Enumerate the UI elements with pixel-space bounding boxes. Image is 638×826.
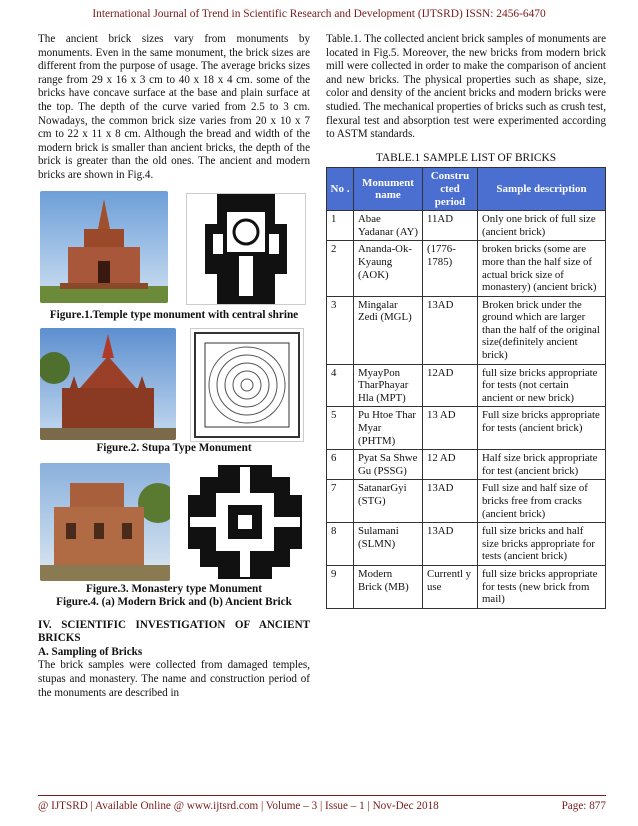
cell-description: Full size and half size of bricks free from cracks (ancient brick) bbox=[478, 480, 606, 523]
table-row bbox=[327, 407, 606, 450]
cell-monument: MyayPon TharPhayar Hla (MPT) bbox=[354, 364, 423, 407]
cell-description: Half size brick appropriate for test (ancient brick) bbox=[478, 450, 606, 480]
temple-photo bbox=[40, 191, 168, 303]
table-row bbox=[327, 450, 606, 480]
header-constructed-period: Constru cted period bbox=[423, 168, 478, 211]
cell-period: 12 AD bbox=[423, 450, 478, 480]
subsection-heading: A. Sampling of Bricks bbox=[38, 645, 143, 658]
cell-period: 13AD bbox=[423, 296, 478, 364]
table-row bbox=[327, 211, 606, 241]
cell-description: Broken brick under the ground which are larger than the half of the original size(definitely ancient brick) bbox=[478, 296, 606, 364]
table-caption: TABLE.1 SAMPLE LIST OF BRICKS bbox=[375, 151, 557, 164]
monastery-floor-plan bbox=[188, 465, 302, 579]
cell-monument: Abae Yadanar (AY) bbox=[354, 211, 423, 241]
cell-no: 1 bbox=[327, 211, 354, 241]
cell-period: 11AD bbox=[423, 211, 478, 241]
figure-3-caption: Figure.3. Monastery type Monument bbox=[86, 582, 262, 595]
table-body bbox=[327, 211, 606, 609]
header-no: No . bbox=[327, 168, 354, 211]
cell-period: 13AD bbox=[423, 523, 478, 566]
temple-floor-plan bbox=[186, 193, 306, 305]
cell-description: Full size bricks appropriate for tests (ancient brick) bbox=[478, 407, 606, 450]
cell-no: 6 bbox=[327, 450, 354, 480]
cell-no: 8 bbox=[327, 523, 354, 566]
figure-3 bbox=[38, 463, 310, 583]
figure-4-caption: Figure.4. (a) Modern Brick and (b) Ancient Brick bbox=[56, 595, 292, 608]
cell-no: 2 bbox=[327, 241, 354, 296]
monastery-photo bbox=[40, 463, 170, 581]
figure-1-caption: Figure.1.Temple type monument with central shrine bbox=[49, 308, 299, 321]
cell-description: full size bricks and half size bricks appropriate for tests (ancient brick) bbox=[478, 523, 606, 566]
table-row bbox=[327, 364, 606, 407]
cell-monument: Sulamani (SLMN) bbox=[354, 523, 423, 566]
cell-no: 4 bbox=[327, 364, 354, 407]
cell-no: 3 bbox=[327, 296, 354, 364]
page-footer bbox=[38, 800, 606, 812]
cell-monument: SatanarGyi (STG) bbox=[354, 480, 423, 523]
header-monument-name: Monument name bbox=[354, 168, 423, 211]
table-intro-paragraph: Table.1. The collected ancient brick samples of monuments are located in Fig.5. Moreover, the new bricks from modern brick mill were collected in order to make the comparison of ancient and new bricks. The physical properties such as shape, size, color and density of the ancient bricks and modern bricks were studied. The mechanical properties of bricks such as crush test, flexural test and absorption test were experimented according to ASTM standards. bbox=[326, 33, 606, 141]
brick-size-paragraph: The ancient brick sizes vary from monuments by monuments. Even in the same monument, the brick sizes are different from the purpose of usage. The average bricks sizes range from 29 x 16 x 3 cm to 40 x 18 x 4 cm. some of the bricks have concave surface at the base and plain surface at the top. The depth of the curve varied from 2.5 to 3 cm. Nowadays, the common brick size varies from 20 x 10 x 7 cm to 22 x 11 x 8 cm. Although the bread and width of the modern brick is smaller than ancient bricks, the depth of the brick is greater than the old ones. The ancient and modern bricks are shown in Fig.4. bbox=[38, 33, 310, 181]
footer-citation: @ IJTSRD | Available Online @ www.ijtsrd.com | Volume – 3 | Issue – 1 | Nov-Dec 2018 bbox=[38, 800, 439, 812]
cell-monument: Modern Brick (MB) bbox=[354, 565, 423, 608]
cell-description: broken bricks (some are more than the half size of actual brick size of monastery) (ancient brick) bbox=[478, 241, 606, 296]
table-row bbox=[327, 565, 606, 608]
cell-description: Only one brick of full size (ancient brick) bbox=[478, 211, 606, 241]
figure-1 bbox=[38, 191, 310, 307]
section-heading: IV. SCIENTIFIC INVESTIGATION OF ANCIENT BRICKS bbox=[38, 618, 310, 645]
table-row bbox=[327, 241, 606, 296]
cell-period: 13AD bbox=[423, 480, 478, 523]
cell-period: 12AD bbox=[423, 364, 478, 407]
table-header-row bbox=[327, 168, 606, 211]
cell-period: (1776-1785) bbox=[423, 241, 478, 296]
cell-monument: Pu Htoe Thar Myar (PHTM) bbox=[354, 407, 423, 450]
cell-monument: Pyat Sa Shwe Gu (PSSG) bbox=[354, 450, 423, 480]
table-row bbox=[327, 523, 606, 566]
figure-2-caption: Figure.2. Stupa Type Monument bbox=[96, 441, 252, 454]
cell-no: 5 bbox=[327, 407, 354, 450]
journal-header: International Journal of Trend in Scientific Research and Development (IJTSRD) ISSN: 2456-6470 bbox=[92, 8, 546, 20]
cell-monument: Mingalar Zedi (MGL) bbox=[354, 296, 423, 364]
left-column bbox=[38, 33, 310, 700]
stupa-photo bbox=[40, 328, 176, 440]
cell-no: 9 bbox=[327, 565, 354, 608]
table-row bbox=[327, 480, 606, 523]
footer-divider bbox=[38, 795, 606, 796]
right-column bbox=[326, 33, 606, 609]
sample-list-table bbox=[326, 167, 606, 608]
stupa-floor-plan bbox=[190, 328, 304, 442]
header-sample-description: Sample description bbox=[478, 168, 606, 211]
cell-monument: Ananda-Ok-Kyaung (AOK) bbox=[354, 241, 423, 296]
cell-period: Currentl y use bbox=[423, 565, 478, 608]
cell-description: full size bricks appropriate for tests (not certain ancient or new brick) bbox=[478, 364, 606, 407]
cell-no: 7 bbox=[327, 480, 354, 523]
page-number: Page: 877 bbox=[561, 800, 606, 812]
cell-period: 13 AD bbox=[423, 407, 478, 450]
table-row bbox=[327, 296, 606, 364]
figure-2 bbox=[38, 328, 310, 440]
cell-description: full size bricks appropriate for tests (new brick from mail) bbox=[478, 565, 606, 608]
sampling-paragraph: The brick samples were collected from damaged temples, stupas and monastery. The name and construction period of the monuments are described in bbox=[38, 659, 310, 699]
